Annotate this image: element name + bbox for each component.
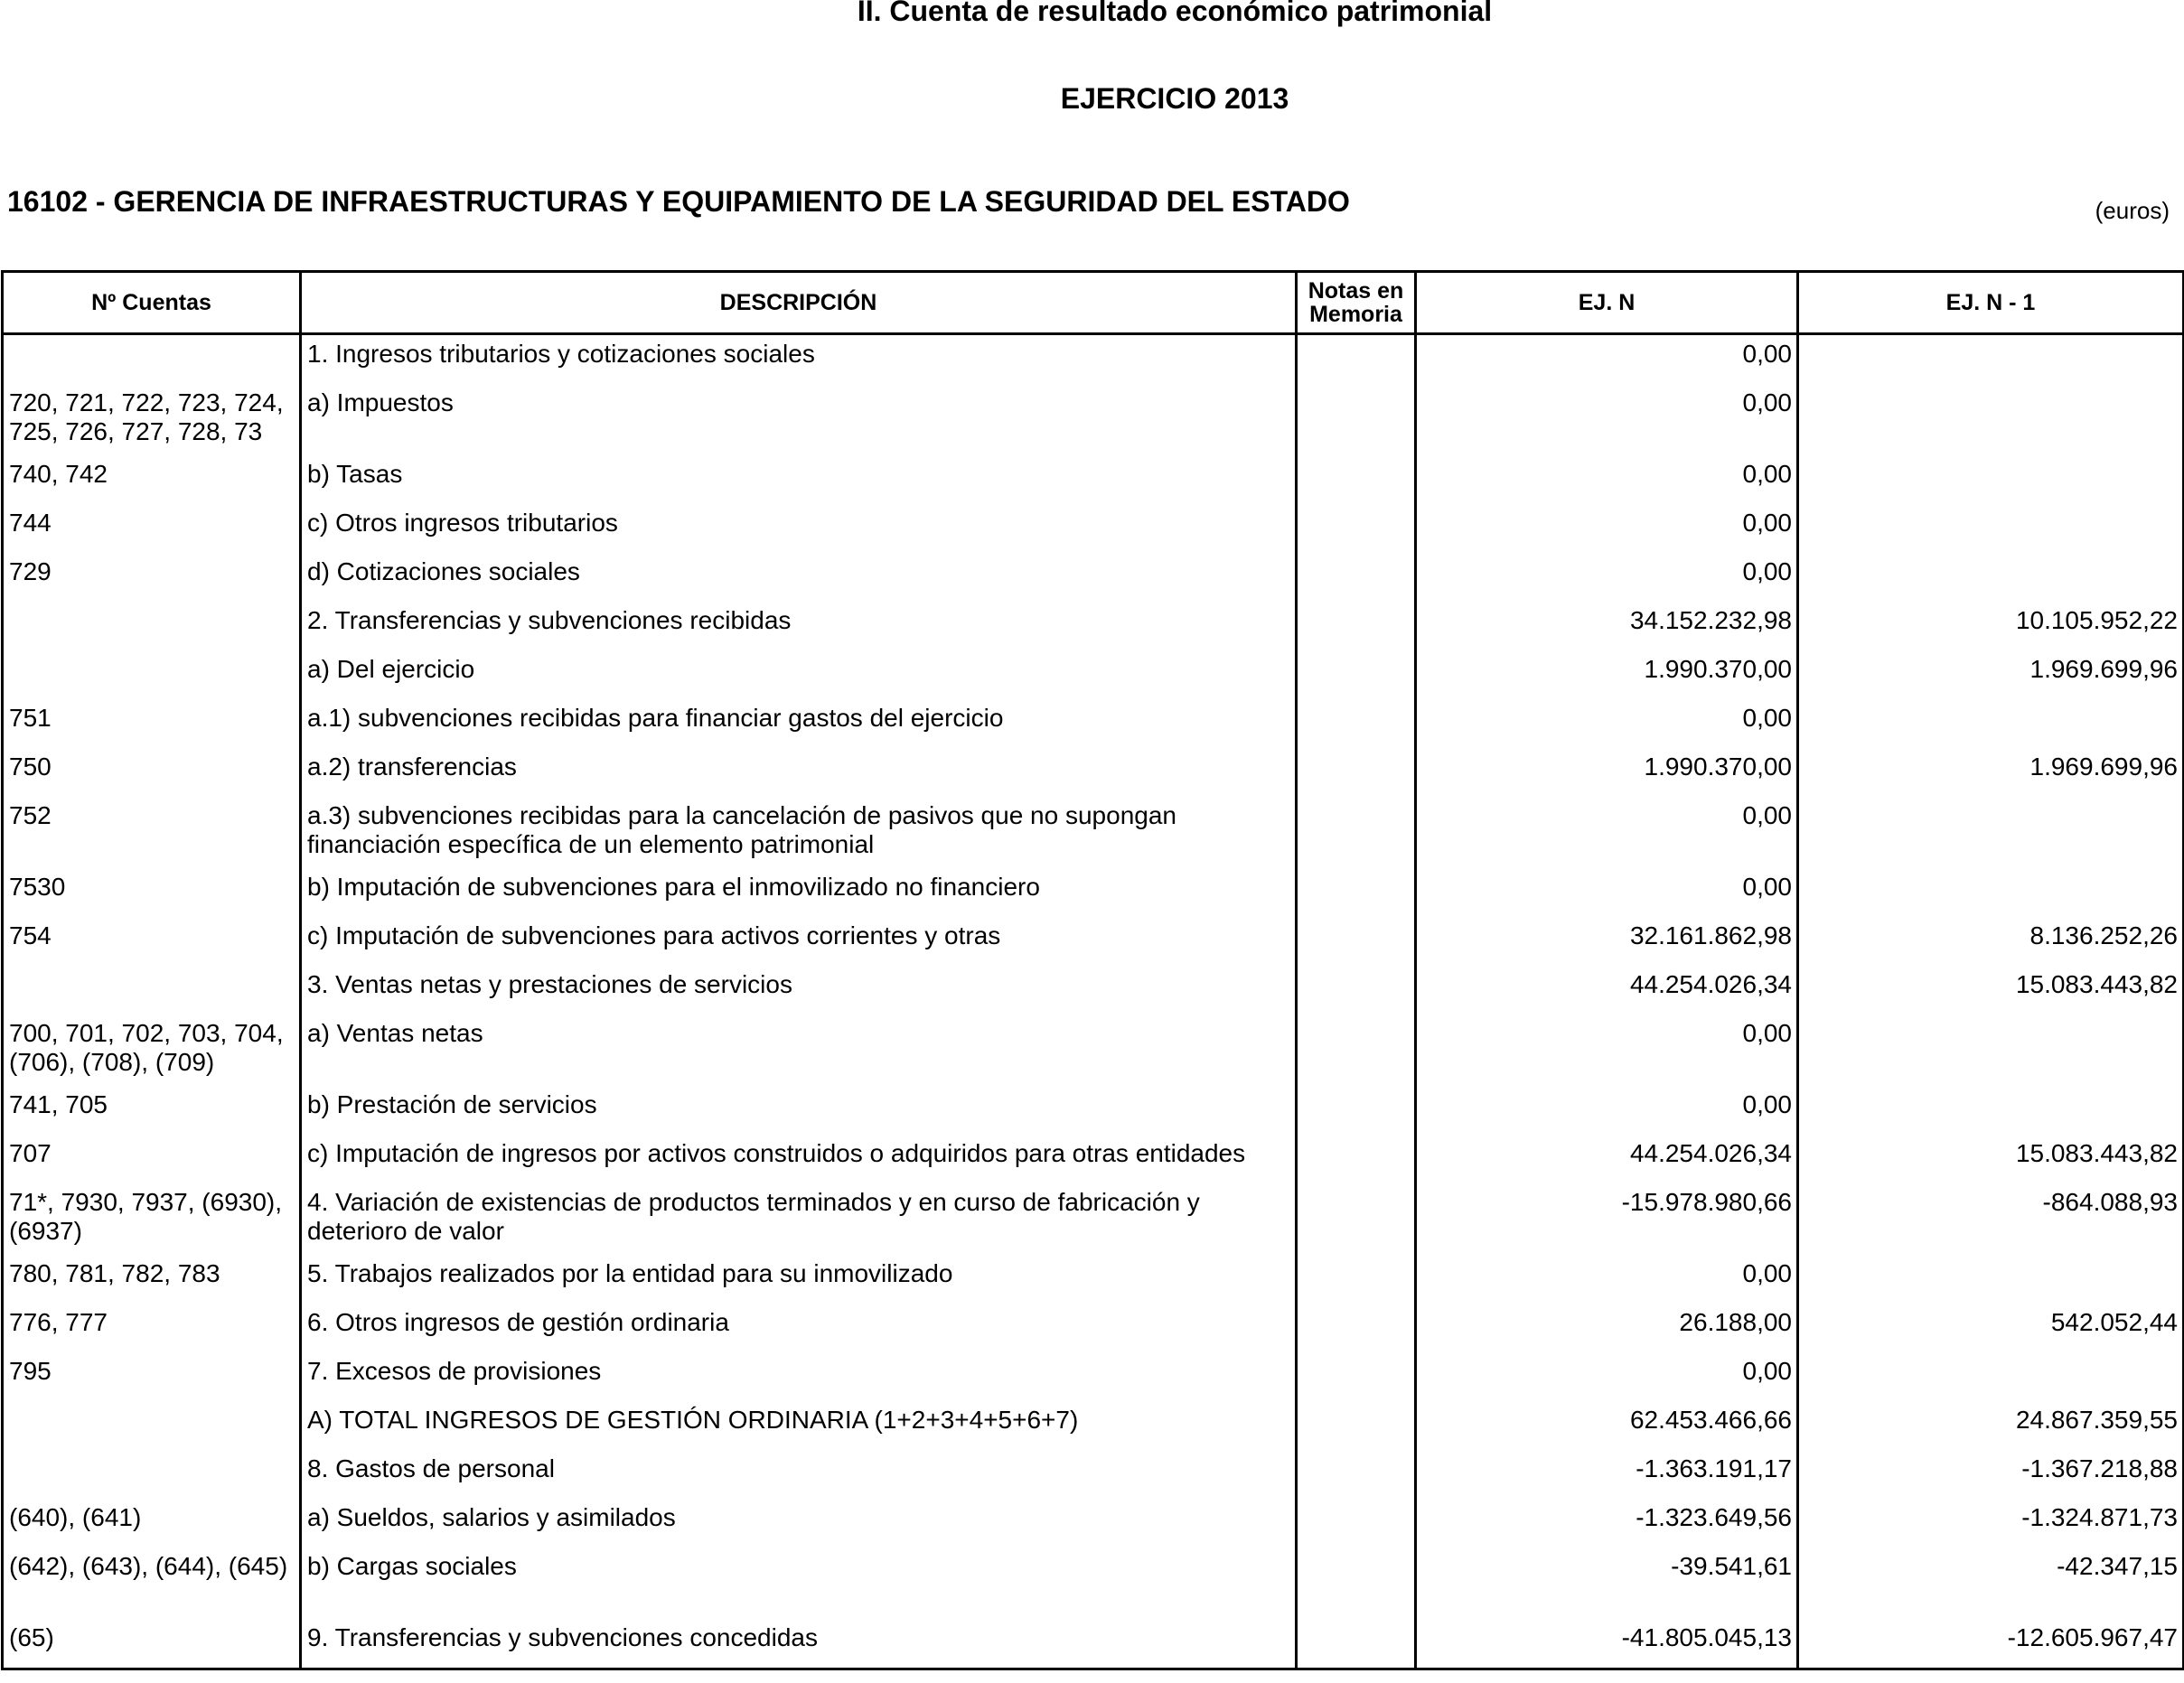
table-row <box>3 1135 2184 1183</box>
notes-cell <box>1297 602 1416 650</box>
current-year-value: 0,00 <box>1416 504 1798 553</box>
table-row <box>3 1086 2184 1135</box>
current-year-value: 1.990.370,00 <box>1416 748 1798 797</box>
table-row <box>3 504 2184 553</box>
fiscal-year: EJERCICIO 2013 <box>1060 82 1289 115</box>
description-cell: b) Cargas sociales <box>301 1547 1297 1619</box>
current-year-value: 1.990.370,00 <box>1416 650 1798 699</box>
account-codes-cell: 751 <box>3 699 301 748</box>
notes-cell <box>1297 1304 1416 1352</box>
account-codes-cell <box>3 1450 301 1499</box>
notes-cell <box>1297 455 1416 504</box>
description-cell: A) TOTAL INGRESOS DE GESTIÓN ORDINARIA (1+2+3+4+5+6+7) <box>301 1401 1297 1450</box>
description-cell: b) Prestación de servicios <box>301 1086 1297 1135</box>
account-codes-cell <box>3 966 301 1014</box>
notes-cell <box>1297 797 1416 868</box>
header-current-year: EJ. N <box>1416 272 1798 334</box>
previous-year-value: -12.605.967,47 <box>2007 1623 2178 1651</box>
table-row <box>3 384 2184 455</box>
account-codes-cell: (65) <box>3 1619 301 1669</box>
current-year-value: 0,00 <box>1416 868 1798 917</box>
table-row <box>3 553 2184 602</box>
table-body <box>3 334 2184 1669</box>
notes-cell <box>1297 699 1416 748</box>
account-codes-cell <box>3 334 301 385</box>
previous-year-value: 10.105.952,22 <box>2015 606 2178 634</box>
notes-cell <box>1297 1014 1416 1086</box>
notes-cell <box>1297 1401 1416 1450</box>
notes-cell <box>1297 553 1416 602</box>
current-year-value: 0,00 <box>1416 797 1798 868</box>
description-cell: c) Imputación de ingresos por activos construidos o adquiridos para otras entidades <box>301 1135 1297 1183</box>
notes-cell <box>1297 868 1416 917</box>
current-year-value: 62.453.466,66 <box>1416 1401 1798 1450</box>
notes-cell <box>1297 384 1416 455</box>
notes-cell <box>1297 1255 1416 1304</box>
table-row <box>3 1255 2184 1304</box>
account-codes-cell: 754 <box>3 917 301 966</box>
previous-year-value: 1.969.699,96 <box>2029 753 2178 781</box>
results-table <box>1 270 2184 1670</box>
current-year-value: -1.323.649,56 <box>1416 1499 1798 1547</box>
table-row <box>3 797 2184 868</box>
document-title: II. Cuenta de resultado económico patrimonial <box>857 0 1493 27</box>
description-cell: 1. Ingresos tributarios y cotizaciones sociales <box>301 334 1297 385</box>
previous-year-value <box>1798 455 2184 504</box>
notes-cell <box>1297 1547 1416 1619</box>
table-row <box>3 1014 2184 1086</box>
description-cell: c) Otros ingresos tributarios <box>301 504 1297 553</box>
description-cell: 2. Transferencias y subvenciones recibidas <box>301 602 1297 650</box>
description-cell: a.3) subvenciones recibidas para la cancelación de pasivos que no supongan financiación específica de un elemento patrimonial <box>301 797 1297 868</box>
table-row <box>3 1547 2184 1619</box>
table-row <box>3 1619 2184 1669</box>
current-year-value: 32.161.862,98 <box>1416 917 1798 966</box>
current-year-value: 0,00 <box>1416 455 1798 504</box>
notes-cell <box>1297 1183 1416 1255</box>
previous-year-value: -864.088,93 <box>2042 1188 2178 1216</box>
current-year-value: 34.152.232,98 <box>1416 602 1798 650</box>
entity-name: 16102 - GERENCIA DE INFRAESTRUCTURAS Y EQUIPAMIENTO DE LA SEGURIDAD DEL ESTADO <box>7 185 1350 218</box>
notes-cell <box>1297 334 1416 385</box>
previous-year-value: 1.969.699,96 <box>2029 655 2178 683</box>
current-year-value: -41.805.045,13 <box>1416 1619 1798 1669</box>
current-year-value: 44.254.026,34 <box>1416 1135 1798 1183</box>
previous-year-value: -42.347,15 <box>2057 1552 2178 1580</box>
account-codes-cell: 71*, 7930, 7937, (6930), (6937) <box>3 1183 301 1255</box>
notes-cell <box>1297 966 1416 1014</box>
previous-year-value: -1.324.871,73 <box>2021 1503 2178 1531</box>
account-codes-cell <box>3 650 301 699</box>
account-codes-cell: 780, 781, 782, 783 <box>3 1255 301 1304</box>
description-cell: 9. Transferencias y subvenciones concedidas <box>301 1619 1297 1669</box>
description-cell: a.1) subvenciones recibidas para financiar gastos del ejercicio <box>301 699 1297 748</box>
account-codes-cell: 795 <box>3 1352 301 1401</box>
current-year-value: 0,00 <box>1416 1255 1798 1304</box>
previous-year-value <box>1798 1086 2184 1135</box>
table-row <box>3 334 2184 385</box>
table-row <box>3 1401 2184 1450</box>
account-codes-cell: 740, 742 <box>3 455 301 504</box>
notes-cell <box>1297 1450 1416 1499</box>
description-cell: c) Imputación de subvenciones para activos corrientes y otras <box>301 917 1297 966</box>
description-cell: d) Cotizaciones sociales <box>301 553 1297 602</box>
description-cell: a) Sueldos, salarios y asimilados <box>301 1499 1297 1547</box>
previous-year-value <box>1798 699 2184 748</box>
current-year-value: 0,00 <box>1416 699 1798 748</box>
description-cell: 8. Gastos de personal <box>301 1450 1297 1499</box>
table-header-row <box>3 272 2184 334</box>
current-year-value: -1.363.191,17 <box>1416 1450 1798 1499</box>
header-description: DESCRIPCIÓN <box>301 272 1297 334</box>
description-cell: 5. Trabajos realizados por la entidad para su inmovilizado <box>301 1255 1297 1304</box>
account-codes-cell: 707 <box>3 1135 301 1183</box>
account-codes-cell: 750 <box>3 748 301 797</box>
notes-cell <box>1297 1135 1416 1183</box>
current-year-value: 0,00 <box>1416 1014 1798 1086</box>
account-codes-cell: (640), (641) <box>3 1499 301 1547</box>
header-accounts: Nº Cuentas <box>3 272 301 334</box>
description-cell: 4. Variación de existencias de productos terminados y en curso de fabricación y deterioro de valor <box>301 1183 1297 1255</box>
account-codes-cell: 729 <box>3 553 301 602</box>
previous-year-value <box>1798 868 2184 917</box>
current-year-value: 44.254.026,34 <box>1416 966 1798 1014</box>
notes-cell <box>1297 917 1416 966</box>
previous-year-value: 15.083.443,82 <box>2015 970 2178 998</box>
account-codes-cell: 7530 <box>3 868 301 917</box>
description-cell: 3. Ventas netas y prestaciones de servicios <box>301 966 1297 1014</box>
account-codes-cell <box>3 1401 301 1450</box>
notes-cell <box>1297 1086 1416 1135</box>
table-row <box>3 1183 2184 1255</box>
table-row <box>3 748 2184 797</box>
previous-year-value: -1.367.218,88 <box>2021 1454 2178 1482</box>
current-year-value: 0,00 <box>1416 1352 1798 1401</box>
table-row <box>3 1352 2184 1401</box>
account-codes-cell: 741, 705 <box>3 1086 301 1135</box>
current-year-value: -15.978.980,66 <box>1416 1183 1798 1255</box>
account-codes-cell <box>3 602 301 650</box>
previous-year-value <box>1798 1014 2184 1086</box>
notes-cell <box>1297 748 1416 797</box>
description-cell: a) Del ejercicio <box>301 650 1297 699</box>
table-row <box>3 1450 2184 1499</box>
description-cell: a) Impuestos <box>301 384 1297 455</box>
table-row <box>3 650 2184 699</box>
account-codes-cell: 700, 701, 702, 703, 704, (706), (708), (709) <box>3 1014 301 1086</box>
table-row <box>3 699 2184 748</box>
table-row <box>3 966 2184 1014</box>
description-cell: 7. Excesos de provisiones <box>301 1352 1297 1401</box>
table-row <box>3 602 2184 650</box>
table-row <box>3 455 2184 504</box>
previous-year-value <box>1798 334 2184 385</box>
notes-cell <box>1297 650 1416 699</box>
previous-year-value <box>1798 797 2184 868</box>
previous-year-value <box>1798 1255 2184 1304</box>
header-notes: Notas en Memoria <box>1297 272 1416 334</box>
header-previous-year: EJ. N - 1 <box>1798 272 2184 334</box>
notes-cell <box>1297 1352 1416 1401</box>
current-year-value: 0,00 <box>1416 334 1798 385</box>
notes-cell <box>1297 504 1416 553</box>
notes-cell <box>1297 1499 1416 1547</box>
account-codes-cell: (642), (643), (644), (645) <box>3 1547 301 1619</box>
description-cell: 6. Otros ingresos de gestión ordinaria <box>301 1304 1297 1352</box>
description-cell: b) Tasas <box>301 455 1297 504</box>
table-row <box>3 1499 2184 1547</box>
previous-year-value: 15.083.443,82 <box>2015 1139 2178 1167</box>
previous-year-value: 8.136.252,26 <box>2029 921 2178 949</box>
previous-year-value: 24.867.359,55 <box>2015 1406 2178 1434</box>
previous-year-value <box>1798 1352 2184 1401</box>
notes-cell <box>1297 1619 1416 1669</box>
previous-year-value <box>1798 384 2184 455</box>
previous-year-value: 542.052,44 <box>2050 1308 2178 1336</box>
table-row <box>3 868 2184 917</box>
account-codes-cell: 776, 777 <box>3 1304 301 1352</box>
current-year-value: 26.188,00 <box>1416 1304 1798 1352</box>
current-year-value: -39.541,61 <box>1416 1547 1798 1619</box>
currency-units: (euros) <box>2095 197 2170 224</box>
description-cell: b) Imputación de subvenciones para el inmovilizado no financiero <box>301 868 1297 917</box>
table-row <box>3 1304 2184 1352</box>
account-codes-cell: 720, 721, 722, 723, 724, 725, 726, 727, 728, 73 <box>3 384 301 455</box>
current-year-value: 0,00 <box>1416 1086 1798 1135</box>
account-codes-cell: 752 <box>3 797 301 868</box>
description-cell: a.2) transferencias <box>301 748 1297 797</box>
current-year-value: 0,00 <box>1416 384 1798 455</box>
current-year-value: 0,00 <box>1416 553 1798 602</box>
previous-year-value <box>1798 553 2184 602</box>
table-row <box>3 917 2184 966</box>
description-cell: a) Ventas netas <box>301 1014 1297 1086</box>
previous-year-value <box>1798 504 2184 553</box>
account-codes-cell: 744 <box>3 504 301 553</box>
